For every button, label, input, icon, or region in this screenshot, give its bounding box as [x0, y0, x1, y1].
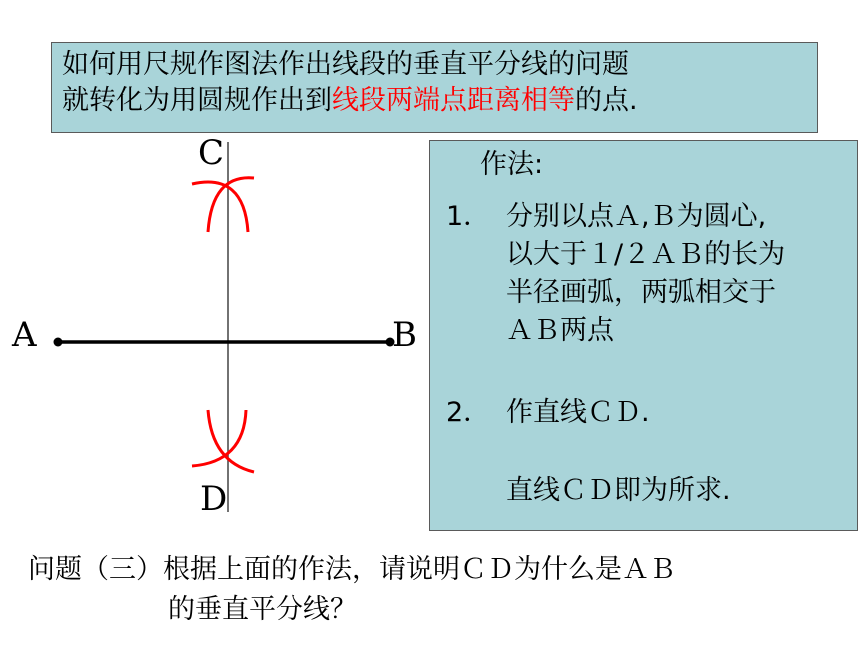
question-line-2: 的垂直平分线？ — [168, 594, 357, 625]
step-1-line-2: 以大于１/２ＡＢ的长为 — [506, 239, 786, 270]
point-a — [54, 338, 63, 347]
step-1-number: 1． — [446, 201, 491, 232]
method-title: 作法: — [480, 149, 544, 180]
step-1-line-3: 半径画弧，两弧相交于 — [506, 277, 776, 308]
question-text — [28, 550, 676, 630]
intro-line-1: 如何用尺规作图法作出线段的垂直平分线的问题 — [62, 49, 629, 80]
intro-line-2-suffix: 的点. — [575, 85, 638, 116]
lower-arc-from-a — [208, 410, 254, 472]
label-c: C — [198, 133, 225, 173]
method-conclusion: 直线ＣＤ即为所求. — [506, 475, 731, 506]
question-line-1: 问题（三）根据上面的作法，请说明ＣＤ为什么是ＡＢ — [28, 554, 676, 585]
step-2-number: 2． — [446, 397, 491, 428]
method-box — [429, 140, 858, 531]
step-2-text: 作直线ＣＤ. — [506, 397, 650, 428]
intro-highlight: 线段两端点距离相等 — [332, 85, 575, 116]
lower-arc-from-b — [192, 410, 246, 466]
label-a: A — [12, 315, 37, 355]
label-b: B — [392, 315, 417, 355]
label-d: D — [200, 479, 228, 519]
intro-line-2-prefix: 就转化为用圆规作出到 — [62, 85, 332, 116]
step-1-line-4: ＡＢ两点 — [506, 315, 614, 346]
step-1-line-1: 分别以点Ａ,Ｂ为圆心, — [506, 201, 767, 232]
